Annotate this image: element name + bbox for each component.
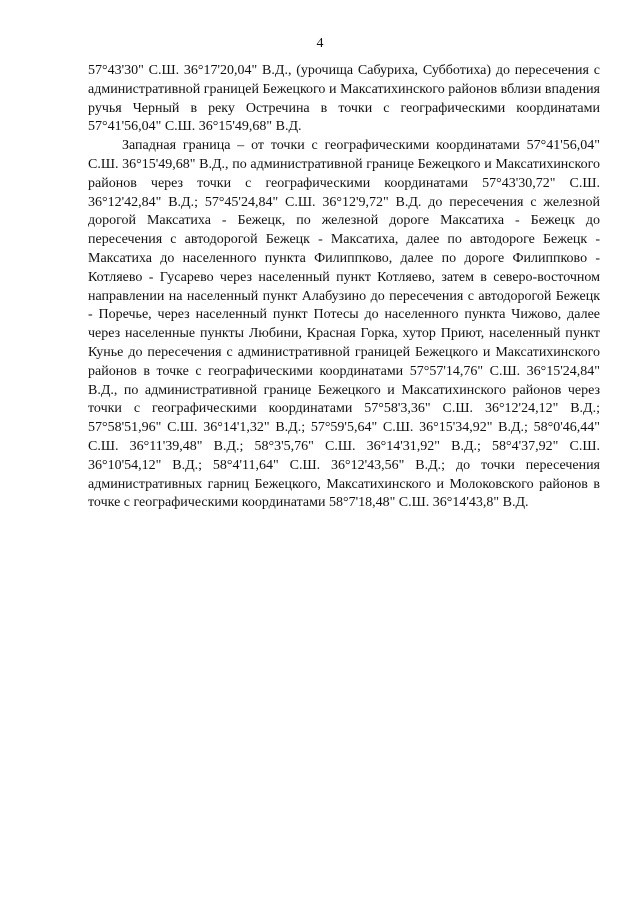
page-number: 4 [316,36,324,51]
document-body [88,62,600,513]
paragraph-western-border: Западная граница – от точки с географическими координатами 57°41'56,04" С.Ш. 36°15'49,68" В.Д., по административной границе Бежецкого и Максатихинского районов через точки с географическими координатами 57°43'30,72" С.Ш. 36°12'42,84" В.Д.; 57°45'24,84" С.Ш. 36°12'9,72" В.Д. до пересечения с железной дорогой Максатиха - Бежецк, по железной дороге Максатиха - Бежецк до пересечения с автодорогой Бежецк - Максатиха, далее по автодороге Бежецк - Максатиха до населенного пункта Филиппково, далее по дороге Филиппково - Котляево - Гусарево через населенный пункт Котляево, затем в северо-восточном направлении на населенный пункт Алабузино до пересечения с автодорогой Бежецк - Поречье, через населенный пункт Потесы до населенного пункта Чижово, далее через населенные пункты Любини, Красная Горка, хутор Приют, населенный пункт Кунье до пересечения с административной границей Бежецкого и Максатихинского районов в точке с географическими координатами 57°57'14,76" С.Ш. 36°15'24,84" В.Д., по административной границе Бежецкого и Максатихинского районов через точки с географическими координатами 57°58'3,36" С.Ш. 36°12'24,12" В.Д.; 57°58'51,96" С.Ш. 36°14'1,32" В.Д.; 57°59'5,64" С.Ш. 36°15'34,92" В.Д.; 58°0'46,44" С.Ш. 36°11'39,48" В.Д.; 58°3'5,76" С.Ш. 36°14'31,92" В.Д.; 58°4'37,92" С.Ш. 36°10'54,12" В.Д.; 58°4'11,64" С.Ш. 36°12'43,56" В.Д.; до точки пересечения административных гарниц Бежецкого, Максатихинского и Молоковского районов в точке с географическими координатами 58°7'18,48" С.Ш. 36°14'43,8" В.Д. [88,138,600,511]
paragraph-continuation: 57°43'30" С.Ш. 36°17'20,04" В.Д., (урочища Сабуриха, Субботиха) до пересечения с административной границей Бежецкого и Максатихинского районов вблизи впадения ручья Черный в реку Остречина в точки с географическими координатами 57°41'56,04" С.Ш. 36°15'49,68" В.Д. [88,63,600,135]
